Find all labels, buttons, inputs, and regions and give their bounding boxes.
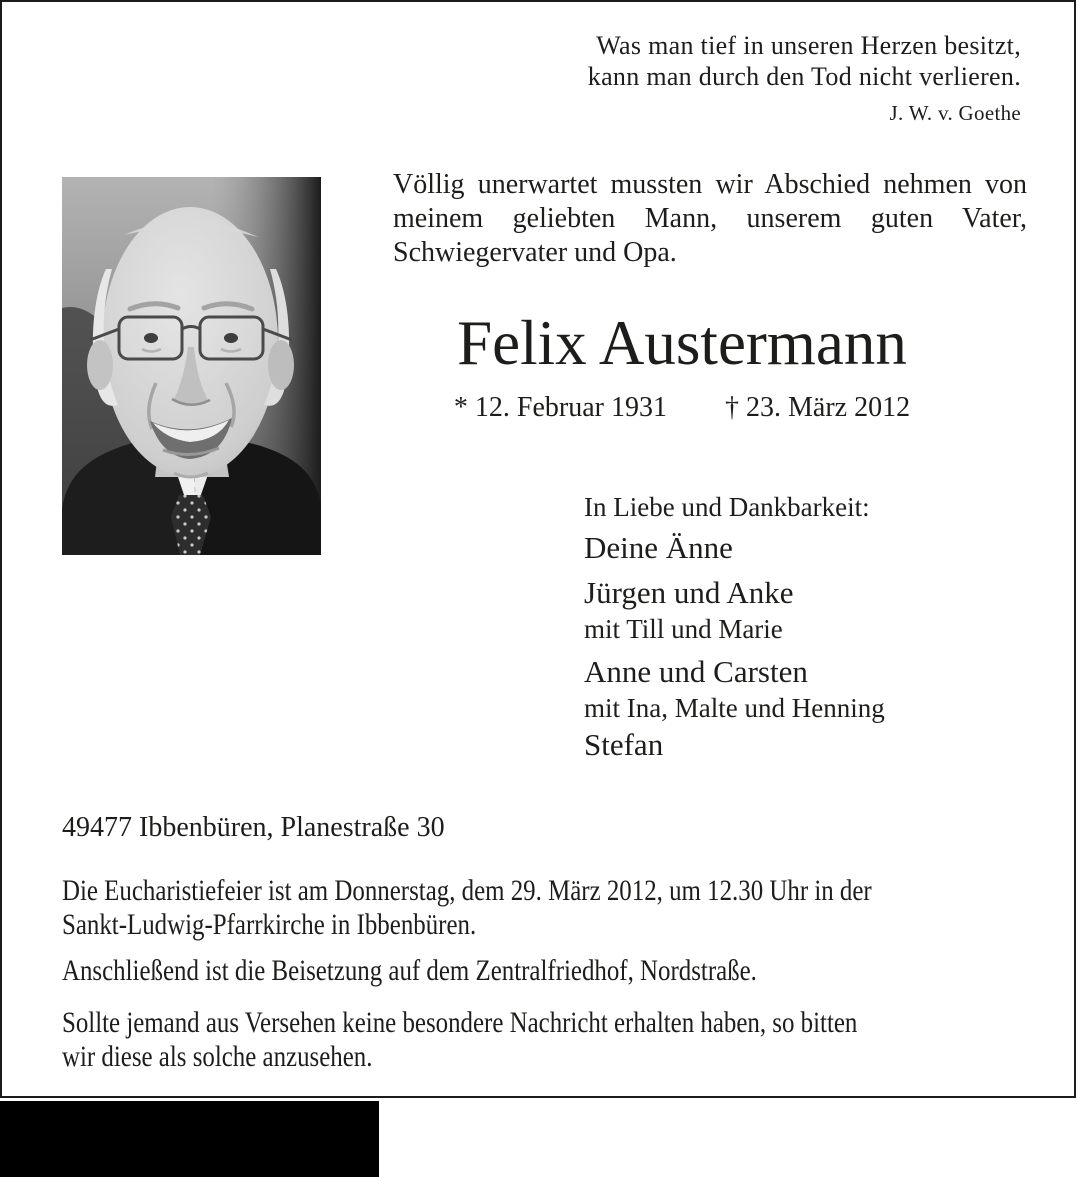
mourner-name: Deine Änne [584,530,733,565]
notice-line-2: wir diese als solche anzusehen. [62,1040,373,1073]
intro-paragraph: Völlig unerwartet mussten wir Abschied nehmen von meinem geliebten Mann, unserem guten Vater, Schwiegervater und Opa. [393,169,1027,268]
mourner-sub: mit Till und Marie [584,614,783,644]
mourners-heading: In Liebe und Dankbarkeit: [584,492,870,522]
mourner-name: Jürgen und Anke [584,575,794,610]
memorial-quote [588,30,1021,129]
death-date: † 23. März 2012 [725,392,911,423]
service-paragraph [62,874,872,942]
redaction-bar [0,1101,379,1177]
deceased-name: Felix Austermann [457,308,907,378]
quote-line-2: kann man durch den Tod nicht verlieren. [587,62,1021,91]
mourner-name: Anne und Carsten [584,654,808,689]
burial-line: Anschließend ist die Beisetzung auf dem Zentralfriedhof, Nordstraße. [62,954,757,987]
mourner-name: Stefan [584,727,664,762]
mourners-list [584,490,885,764]
portrait-illustration [62,177,321,555]
portrait-photo [62,177,321,555]
service-line-2: Sankt-Ludwig-Pfarrkirche in Ibbenbüren. [62,908,477,941]
life-dates [382,392,982,424]
mourner-sub: mit Ina, Malte und Henning [584,693,885,723]
service-line-1: Die Eucharistiefeier ist am Donnerstag, dem 29. März 2012, um 12.30 Uhr in der [62,874,872,907]
notice-line-1: Sollte jemand aus Versehen keine besondere Nachricht erhalten haben, so bitten [62,1006,858,1039]
birth-date: * 12. Februar 1931 [453,392,667,423]
burial-paragraph [62,954,757,988]
quote-line-1: Was man tief in unseren Herzen besitzt, [596,31,1021,60]
notice-paragraph [62,1006,857,1074]
address-line: 49477 Ibbenbüren, Planestraße 30 [62,812,445,843]
quote-attribution: J. W. v. Goethe [889,101,1021,125]
